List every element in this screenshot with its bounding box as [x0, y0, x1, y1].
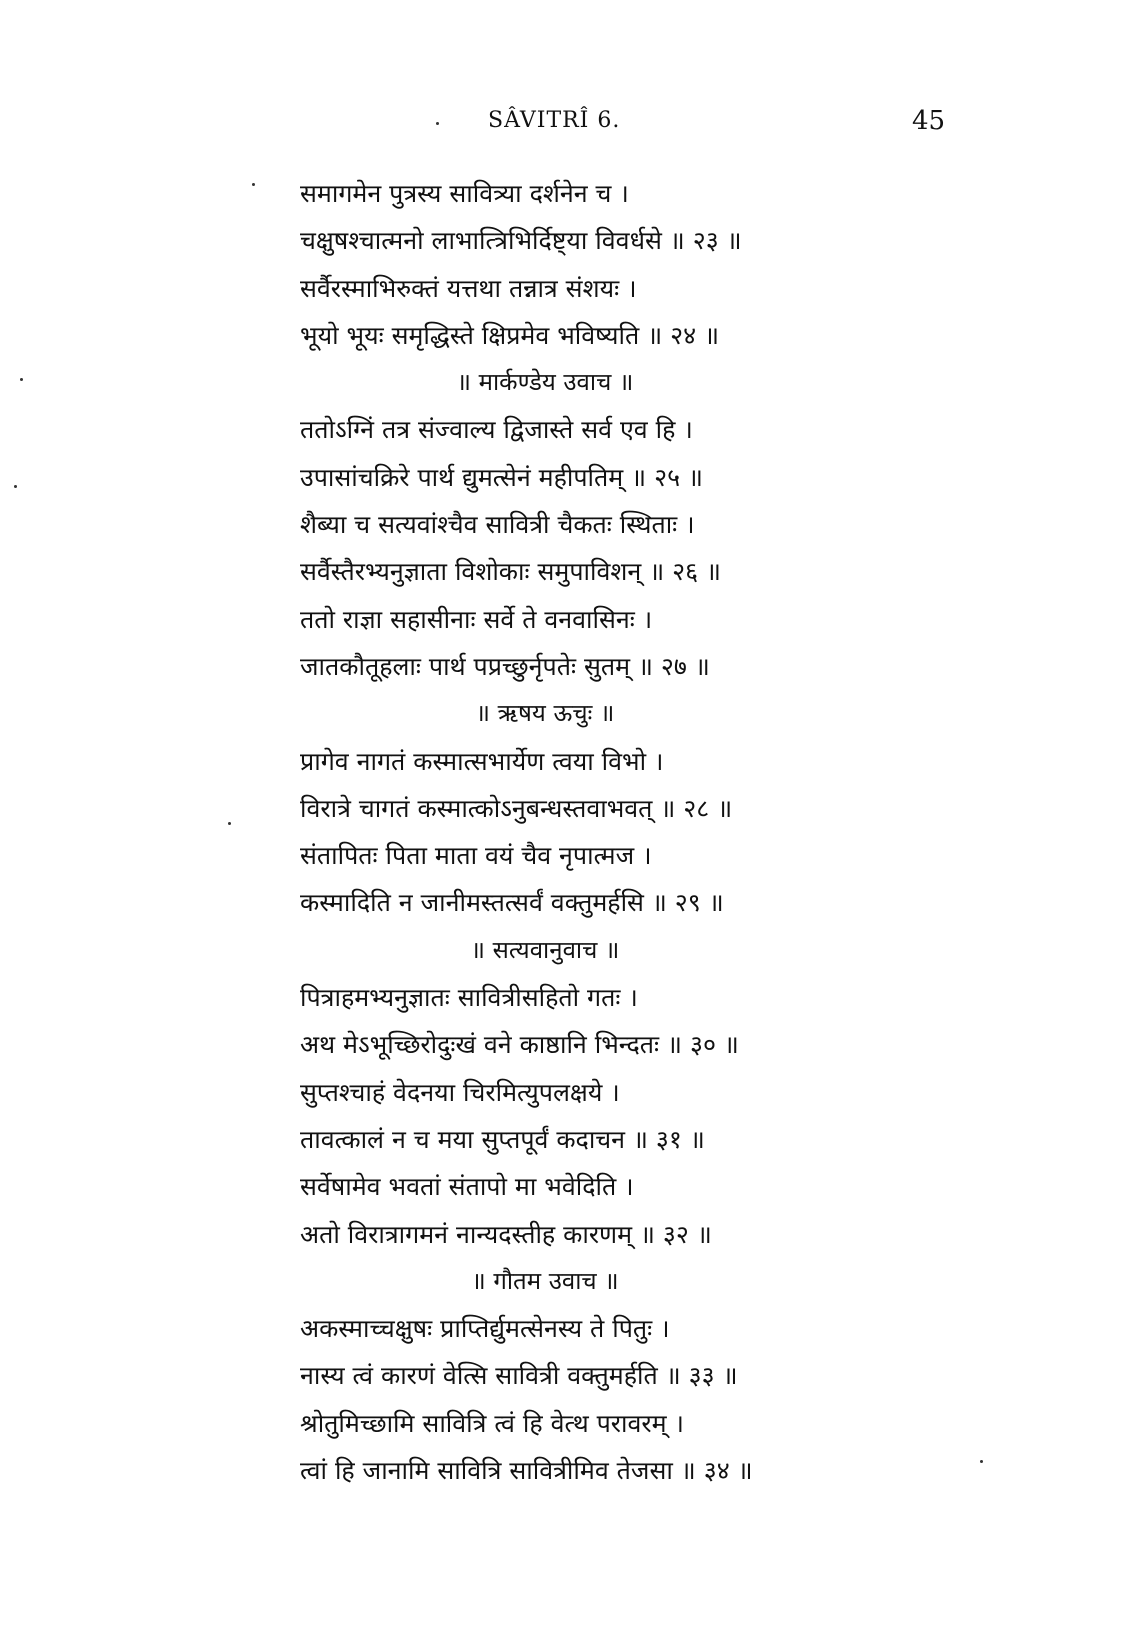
verse-line: सुप्तश्चाहं वेदनया चिरमित्युपलक्षये ।	[300, 1077, 620, 1107]
scan-speck	[14, 485, 17, 488]
verse-line: त्वां हि जानामि सावित्रि सावित्रीमिव तेजसा ॥ ३४ ॥	[300, 1456, 753, 1486]
scan-speck	[228, 822, 231, 825]
scan-speck	[980, 1460, 983, 1463]
running-head	[0, 108, 1140, 148]
speaker-heading: ॥ ऋषय ऊचुः ॥	[475, 699, 615, 728]
verse-line: तावत्कालं न च मया सुप्तपूर्वं कदाचन ॥ ३१ ॥	[300, 1124, 705, 1154]
verse-line: अथ मेऽभूच्छिरोदुःखं वने काष्ठानि भिन्दतः ॥ ३० ॥	[300, 1030, 739, 1060]
verse-line: कस्मादिति न जानीमस्तत्सर्वं वक्तुमर्हसि ॥ २९ ॥	[300, 888, 724, 918]
verse-line: ततोऽग्निं तत्र संज्वाल्य द्विजास्ते सर्व एव हि ।	[300, 415, 693, 445]
verse-line: सर्वैस्तैरभ्यनुज्ञाता विशोकाः समुपाविशन् ॥ २६ ॥	[300, 557, 722, 587]
verse-line: जातकौतूहलाः पार्थ पप्रच्छुर्नृपतेः सुतम् ॥ २७ ॥	[300, 651, 710, 681]
scan-speck	[20, 378, 23, 381]
verse-line: अतो विरात्रागमनं नान्यदस्तीह कारणम् ॥ ३२ ॥	[300, 1219, 712, 1249]
scan-speck	[436, 122, 439, 125]
verse-line: अकस्माच्चक्षुषः प्राप्तिर्द्युमत्सेनस्य ते पितुः ।	[300, 1314, 670, 1344]
verse-line: सर्वेषामेव भवतां संतापो मा भवेदिति ।	[300, 1172, 634, 1202]
verse-line: प्रागेव नागतं कस्मात्सभार्येण त्वया विभो ।	[300, 746, 664, 776]
verse-line: श्रोतुमिच्छामि सावित्रि त्वं हि वेत्थ परावरम् ।	[300, 1408, 685, 1438]
verse-line: ततो राज्ञा सहासीनाः सर्वे ते वनवासिनः ।	[300, 604, 653, 634]
verse-line: नास्य त्वं कारणं वेत्सि सावित्री वक्तुमर्हति ॥ ३३ ॥	[300, 1361, 738, 1391]
verse-text-block	[300, 170, 1100, 1494]
verse-line: समागमेन पुत्रस्य सावित्र्या दर्शनेन च ।	[300, 179, 629, 208]
speaker-heading: ॥ मार्कण्डेय उवाच ॥	[456, 368, 634, 397]
verse-line: उपासांचक्रिरे पार्थ द्युमत्सेनं महीपतिम् ॥ २५ ॥	[300, 462, 704, 492]
verse-line: पित्राहमभ्यनुज्ञातः सावित्रीसहितो गतः ।	[300, 983, 638, 1013]
page-number: 45	[912, 106, 946, 136]
verse-line: विरात्रे चागतं कस्मात्कोऽनुबन्धस्तवाभवत् ॥ २८ ॥	[300, 793, 733, 823]
verse-line: भूयो भूयः समृद्धिस्ते क्षिप्रमेव भविष्यति ॥ २४ ॥	[300, 320, 720, 350]
verse-line: सर्वैरस्माभिरुक्तं यत्तथा तन्नात्र संशयः ।	[300, 273, 637, 303]
verse-line: संतापितः पिता माता वयं चैव नृपात्मज ।	[300, 841, 652, 871]
scan-speck	[252, 183, 255, 186]
verse-line: शैब्या च सत्यवांश्चैव सावित्री चैकतः स्थिताः ।	[300, 510, 695, 540]
speaker-heading: ॥ सत्यवानुवाच ॥	[470, 935, 620, 964]
verse-line: चक्षुषश्चात्मनो लाभात्त्रिभिर्दिष्ट्या विवर्धसे ॥ २३ ॥	[300, 226, 742, 256]
speaker-heading: ॥ गौतम उवाच ॥	[471, 1266, 619, 1295]
running-title: SÂVITRÎ 6.	[488, 108, 621, 133]
